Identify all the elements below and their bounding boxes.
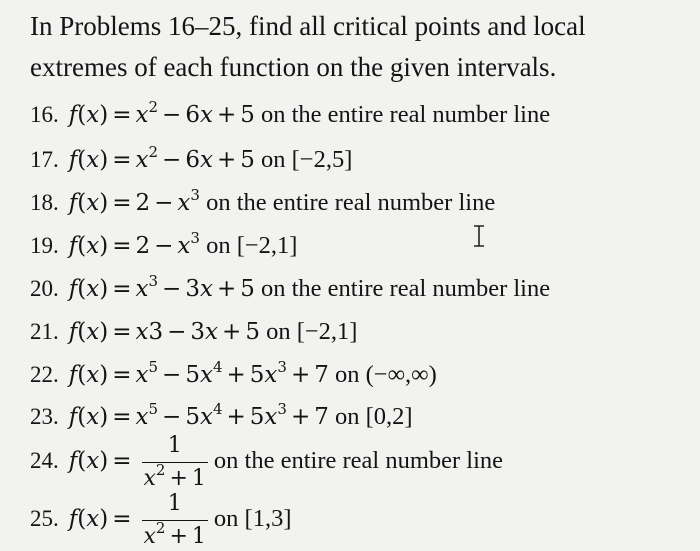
problem-interval: on [1,3]	[213, 505, 292, 533]
problem-number: 19.	[30, 233, 59, 258]
fraction-numerator: 1	[142, 490, 208, 521]
problem-number: 16.	[30, 102, 59, 127]
problem-number: 25.	[30, 506, 59, 532]
problem-22	[30, 360, 437, 390]
problem-interval: on [−2,1]	[206, 232, 298, 259]
problem-expression: $f(x) = x^5 - 5x^4 + 5x^3 + 7$	[68, 400, 329, 430]
problem-expression-lhs: f(x) =	[68, 506, 132, 533]
problem-interval: on (−∞,∞)	[334, 361, 437, 388]
problem-number: 21.	[30, 319, 59, 344]
problem-expression: $f(x) = x^2 - 6x + 5$	[68, 98, 255, 128]
problem-interval: on the entire real number line	[260, 275, 551, 302]
problem-set-instructions: In Problems 16–25, find all critical points and local extremes of each function on the given intervals.	[30, 11, 586, 82]
problem-interval: on [−2,1]	[266, 318, 358, 345]
problem-expression: f(x) = x3 − 3x + 5	[68, 319, 260, 345]
problem-interval: on the entire real number line	[206, 189, 496, 216]
problem-interval: on [0,2]	[334, 403, 413, 430]
problem-interval: on [−2,5]	[260, 146, 353, 173]
problem-16	[30, 100, 550, 130]
problem-interval: on the entire real number line	[213, 447, 504, 475]
problem-expression: $f(x) = x^5 - 5x^4 + 5x^3 + 7$	[68, 358, 329, 388]
problem-number: 20.	[30, 276, 59, 301]
fraction-denominator: $x^2 + 1$	[143, 519, 206, 549]
fraction-denominator: $x^2 + 1$	[143, 461, 206, 491]
problem-17	[30, 145, 352, 175]
fraction	[142, 490, 208, 551]
problem-expression-lhs: f(x) =	[68, 448, 132, 475]
problem-expression: $f(x) = 2 - x^3$	[68, 229, 200, 259]
problem-expression: $f(x) = 2 - x^3$	[68, 186, 200, 216]
problem-number: 18.	[30, 190, 59, 215]
fraction	[142, 432, 208, 493]
problem-24	[30, 432, 503, 493]
problem-number: 17.	[30, 147, 59, 172]
problem-number: 23.	[30, 404, 59, 429]
problem-23	[30, 402, 413, 432]
problem-interval: on the entire real number line	[260, 101, 551, 128]
problem-number: 24.	[30, 448, 59, 474]
problem-21	[30, 317, 357, 347]
problem-number: 22.	[30, 362, 59, 387]
problem-expression: $f(x) = x^3 - 3x + 5$	[68, 272, 255, 302]
text-cursor-icon	[472, 225, 486, 247]
problem-18	[30, 188, 495, 218]
problem-20	[30, 274, 550, 304]
fraction-numerator: 1	[142, 432, 208, 463]
problem-expression: $f(x) = x^2 - 6x + 5$	[68, 143, 255, 173]
problem-25	[30, 490, 291, 551]
problem-19	[30, 231, 297, 261]
